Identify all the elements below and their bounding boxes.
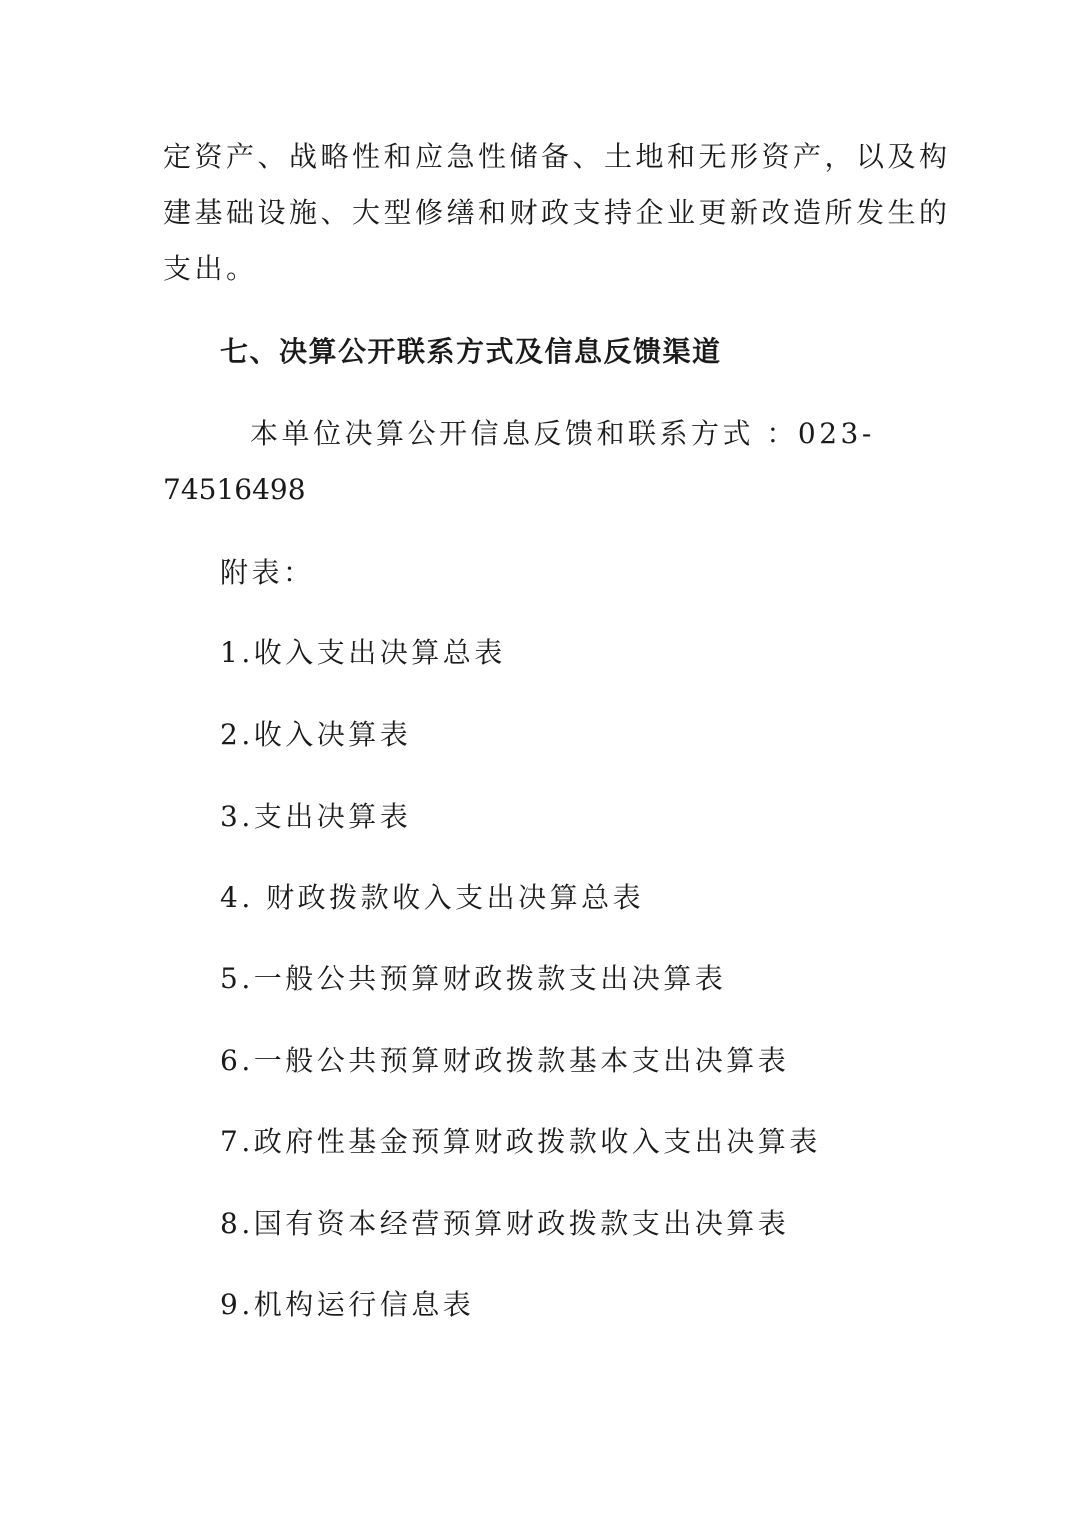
attachment-item-2: 2.收入决算表 <box>220 718 412 751</box>
attachment-item-1: 1.收入支出决算总表 <box>220 636 506 669</box>
attachment-item-9: 9.机构运行信息表 <box>220 1288 475 1321</box>
attachment-item-5: 5.一般公共预算财政拨款支出决算表 <box>220 962 727 995</box>
paragraph-line-1: 定资产、战略性和应急性储备、土地和无形资产，以及构 <box>163 140 951 173</box>
attachment-item-8: 8.国有资本经营预算财政拨款支出决算表 <box>220 1207 790 1240</box>
attachment-item-6: 6.一般公共预算财政拨款基本支出决算表 <box>220 1044 790 1077</box>
attachment-item-4: 4. 财政拨款收入支出决算总表 <box>220 881 645 914</box>
contact-phone: 74516498 <box>163 473 306 506</box>
paragraph-line-2: 建基础设施、大型修缮和财政支持企业更新改造所发生的 <box>163 196 951 229</box>
paragraph-line-3: 支出。 <box>163 252 258 285</box>
attachment-item-3: 3.支出决算表 <box>220 800 412 833</box>
contact-line-1: 本单位决算公开信息反馈和联系方式 ：023- <box>250 417 875 450</box>
attachment-item-7: 7.政府性基金预算财政拨款收入支出决算表 <box>220 1125 821 1158</box>
attachments-title: 附表： <box>220 556 315 589</box>
section-heading: 七、决算公开联系方式及信息反馈渠道 <box>220 335 722 368</box>
